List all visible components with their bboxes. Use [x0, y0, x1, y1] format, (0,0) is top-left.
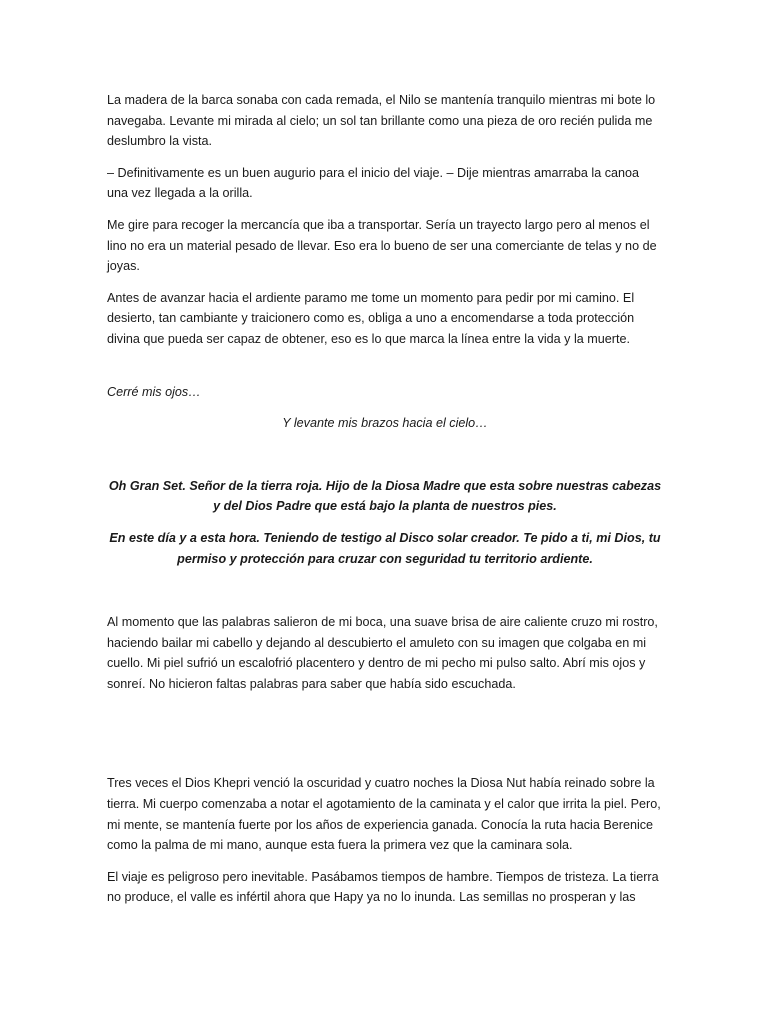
paragraph-augurio: – Definitivamente es un buen augurio para el inicio del viaje. – Dije mientras amarraba la canoa una vez llegada a la orilla. — [107, 165, 640, 201]
document-page — [107, 90, 663, 908]
prayer-set: Oh Gran Set. Señor de la tierra roja. Hijo de la Diosa Madre que esta sobre nuestras cabezas y del Dios Padre que está bajo la planta de nuestros pies. — [108, 478, 662, 514]
paragraph-barca: La madera de la barca sonaba con cada remada, el Nilo se mantenía tranquilo mientras mi bote lo navegaba. Levante mi mirada al cielo; un sol tan brillante como una pieza de oro recién pulida me deslumbro la vista. — [107, 93, 656, 149]
paragraph-brisa: Al momento que las palabras salieron de mi boca, una suave brisa de aire caliente cruzo mi rostro, haciendo bailar mi cabello y dejando al descubierto el amuleto con su imagen que colgaba en mi cuello. Mi piel sufrió un escalofrió placentero y dentro de mi pecho mi pulso salto. Abrí mis ojos y sonreí. No hicieron faltas palabras para saber que había sido escuchada. — [107, 615, 658, 691]
paragraph-mercancia: Me gire para recoger la mercancía que iba a transportar. Sería un trayecto largo pero al menos el lino no era un material pesado de llevar. Eso era lo bueno de ser una comerciante de telas y no de joyas. — [107, 217, 657, 274]
paragraph-brazos: Y levante mis brazos hacia el cielo… — [282, 416, 488, 431]
paragraph-khepri: Tres veces el Dios Khepri venció la oscuridad y cuatro noches la Diosa Nut había reinado sobre la tierra. Mi cuerpo comenzaba a notar el agotamiento de la caminata y el calor que irrita la piel. Pero, mi mente, se mantenía fuerte por los años de experiencia ganada. Conocía la ruta hacia Berenice como la palma de mi mano, aunque esta fuera la primera vez que la caminara sola. — [107, 776, 661, 853]
paragraph-desierto: Antes de avanzar hacia el ardiente paramo me tome un momento para pedir por mi camino. El desierto, tan cambiante y traicionero como es, obliga a uno a encomendarse a toda protección divina que pueda ser capaz de obtener, eso es lo que marca la línea entre la vida y la muerte. — [107, 290, 635, 346]
paragraph-cerre-ojos: Cerré mis ojos… — [107, 384, 201, 399]
paragraph-viaje: El viaje es peligroso pero inevitable. Pasábamos tiempos de hambre. Tiempos de tristeza. La tierra no produce, el valle es infértil ahora que Hapy ya no lo inunda. Las semillas no prosperan y las — [107, 869, 659, 905]
prayer-proteccion: En este día y a esta hora. Teniendo de testigo al Disco solar creador. Te pido a ti, mi Dios, tu permiso y protección para cruzar con seguridad tu territorio ardiente. — [109, 530, 661, 566]
